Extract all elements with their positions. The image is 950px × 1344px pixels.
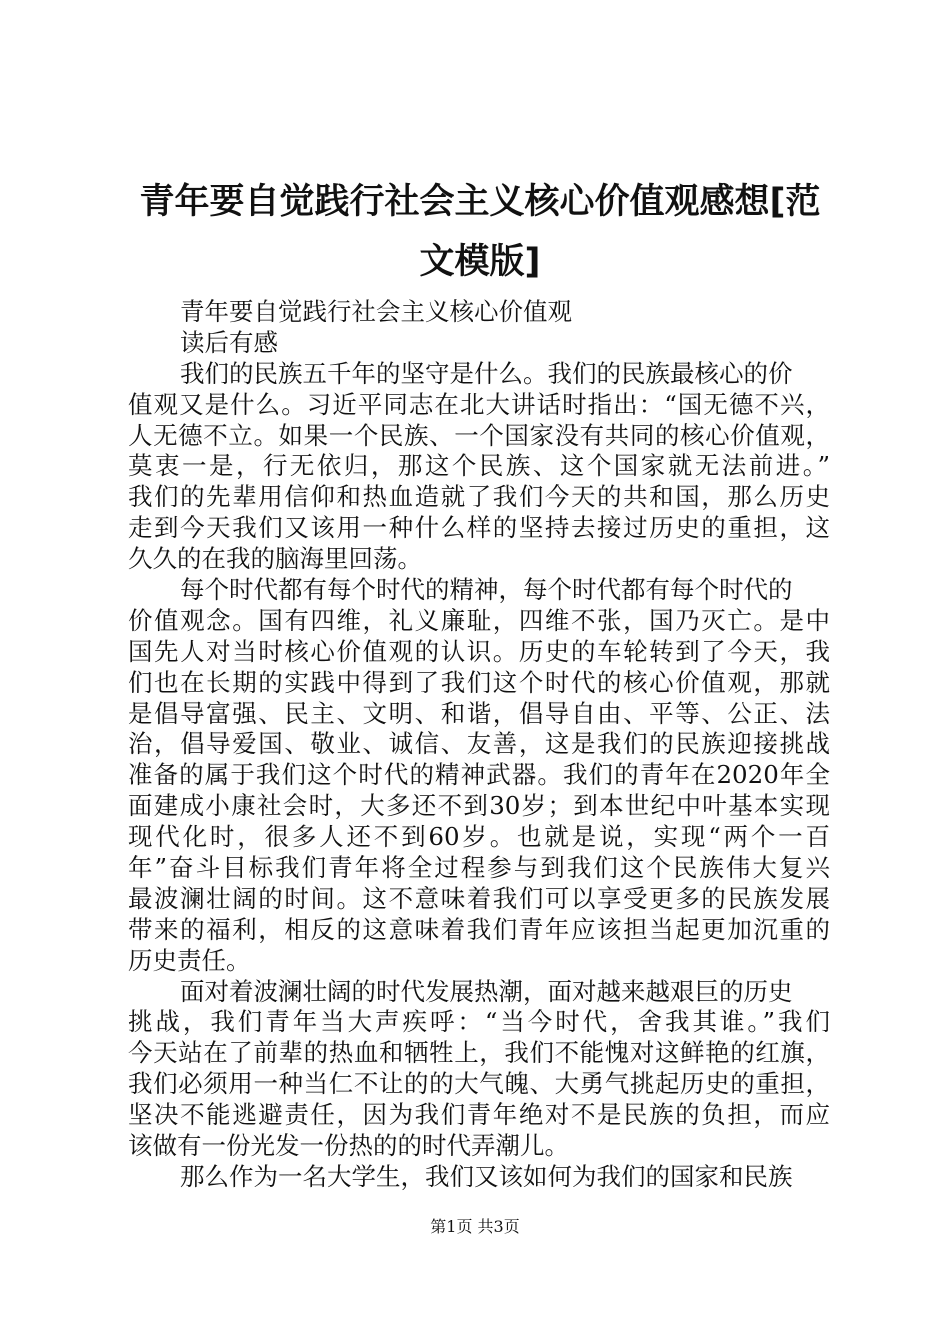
text-line: 我们的民族五千年的坚守是什么。我们的民族最核心的价 bbox=[180, 358, 793, 388]
text-line: 面建成小康社会时，大多还不到30岁；到本世纪中叶基本实现 bbox=[128, 791, 830, 821]
text-line: 那么作为一名大学生，我们又该如何为我们的国家和民族 bbox=[180, 1161, 793, 1191]
document-title bbox=[120, 176, 840, 288]
text-line: 准备的属于我们这个时代的精神武器。我们的青年在2020年全 bbox=[128, 760, 830, 790]
text-line: 挑战，我们青年当大声疾呼：“当今时代，舍我其谁。”我们 bbox=[128, 1007, 830, 1037]
title-line-1: 青年要自觉践行社会主义核心价值观感想[范 bbox=[139, 182, 821, 222]
title-line-2: 文模版] bbox=[419, 242, 541, 282]
text-line: 面对着波澜壮阔的时代发展热潮，面对越来越艰巨的历史 bbox=[180, 976, 793, 1006]
text-line: 最波澜壮阔的时间。这不意味着我们可以享受更多的民族发展 bbox=[128, 883, 830, 913]
page-footer: 第1页 共3页 bbox=[430, 1217, 520, 1236]
text-line: 带来的福利，相反的这意味着我们青年应该担当起更加沉重的 bbox=[128, 914, 830, 944]
text-line: 青年要自觉践行社会主义核心价值观 bbox=[180, 297, 572, 326]
text-line: 治，倡导爱国、敬业、诚信、友善，这是我们的民族迎接挑战 bbox=[128, 729, 830, 759]
text-line: 莫衷一是，行无依归，那这个民族、这个国家就无法前进。” bbox=[128, 451, 830, 481]
text-line: 走到今天我们又该用一种什么样的坚持去接过历史的重担，这 bbox=[128, 513, 830, 543]
text-line: 人无德不立。如果一个民族、一个国家没有共同的核心价值观， bbox=[128, 420, 830, 450]
text-line: 每个时代都有每个时代的精神，每个时代都有每个时代的 bbox=[180, 575, 793, 605]
text-line: 是倡导富强、民主、文明、和谐，倡导自由、平等、公正、法 bbox=[128, 698, 830, 728]
text-line: 久久的在我的脑海里回荡。 bbox=[128, 544, 422, 574]
text-line: 历史责任。 bbox=[128, 945, 251, 975]
text-line: 读后有感 bbox=[180, 327, 278, 357]
text-line: 年”奋斗目标我们青年将全过程参与到我们这个民族伟大复兴 bbox=[128, 853, 830, 883]
text-line: 们也在长期的实践中得到了我们这个时代的核心价值观，那就 bbox=[128, 667, 830, 697]
text-line: 坚决不能逃避责任，因为我们青年绝对不是民族的负担，而应 bbox=[128, 1100, 830, 1130]
text-line: 我们的先辈用信仰和热血造就了我们今天的共和国，那么历史 bbox=[128, 482, 830, 512]
text-line: 现代化时，很多人还不到60岁。也就是说，实现“两个一百 bbox=[128, 822, 830, 852]
text-line: 我们必须用一种当仁不让的的大气魄、大勇气挑起历史的重担， bbox=[128, 1069, 830, 1099]
text-line: 价值观念。国有四维，礼义廉耻，四维不张，国乃灭亡。是中 bbox=[128, 605, 830, 635]
text-line: 国先人对当时核心价值观的认识。历史的车轮转到了今天，我 bbox=[128, 636, 830, 666]
text-line: 该做有一份光发一份热的的时代弄潮儿。 bbox=[128, 1131, 569, 1161]
text-line: 今天站在了前辈的热血和牺牲上，我们不能愧对这鲜艳的红旗， bbox=[128, 1038, 830, 1068]
document-body bbox=[128, 297, 830, 1193]
text-line: 值观又是什么。习近平同志在北大讲话时指出：“国无德不兴， bbox=[128, 389, 830, 419]
